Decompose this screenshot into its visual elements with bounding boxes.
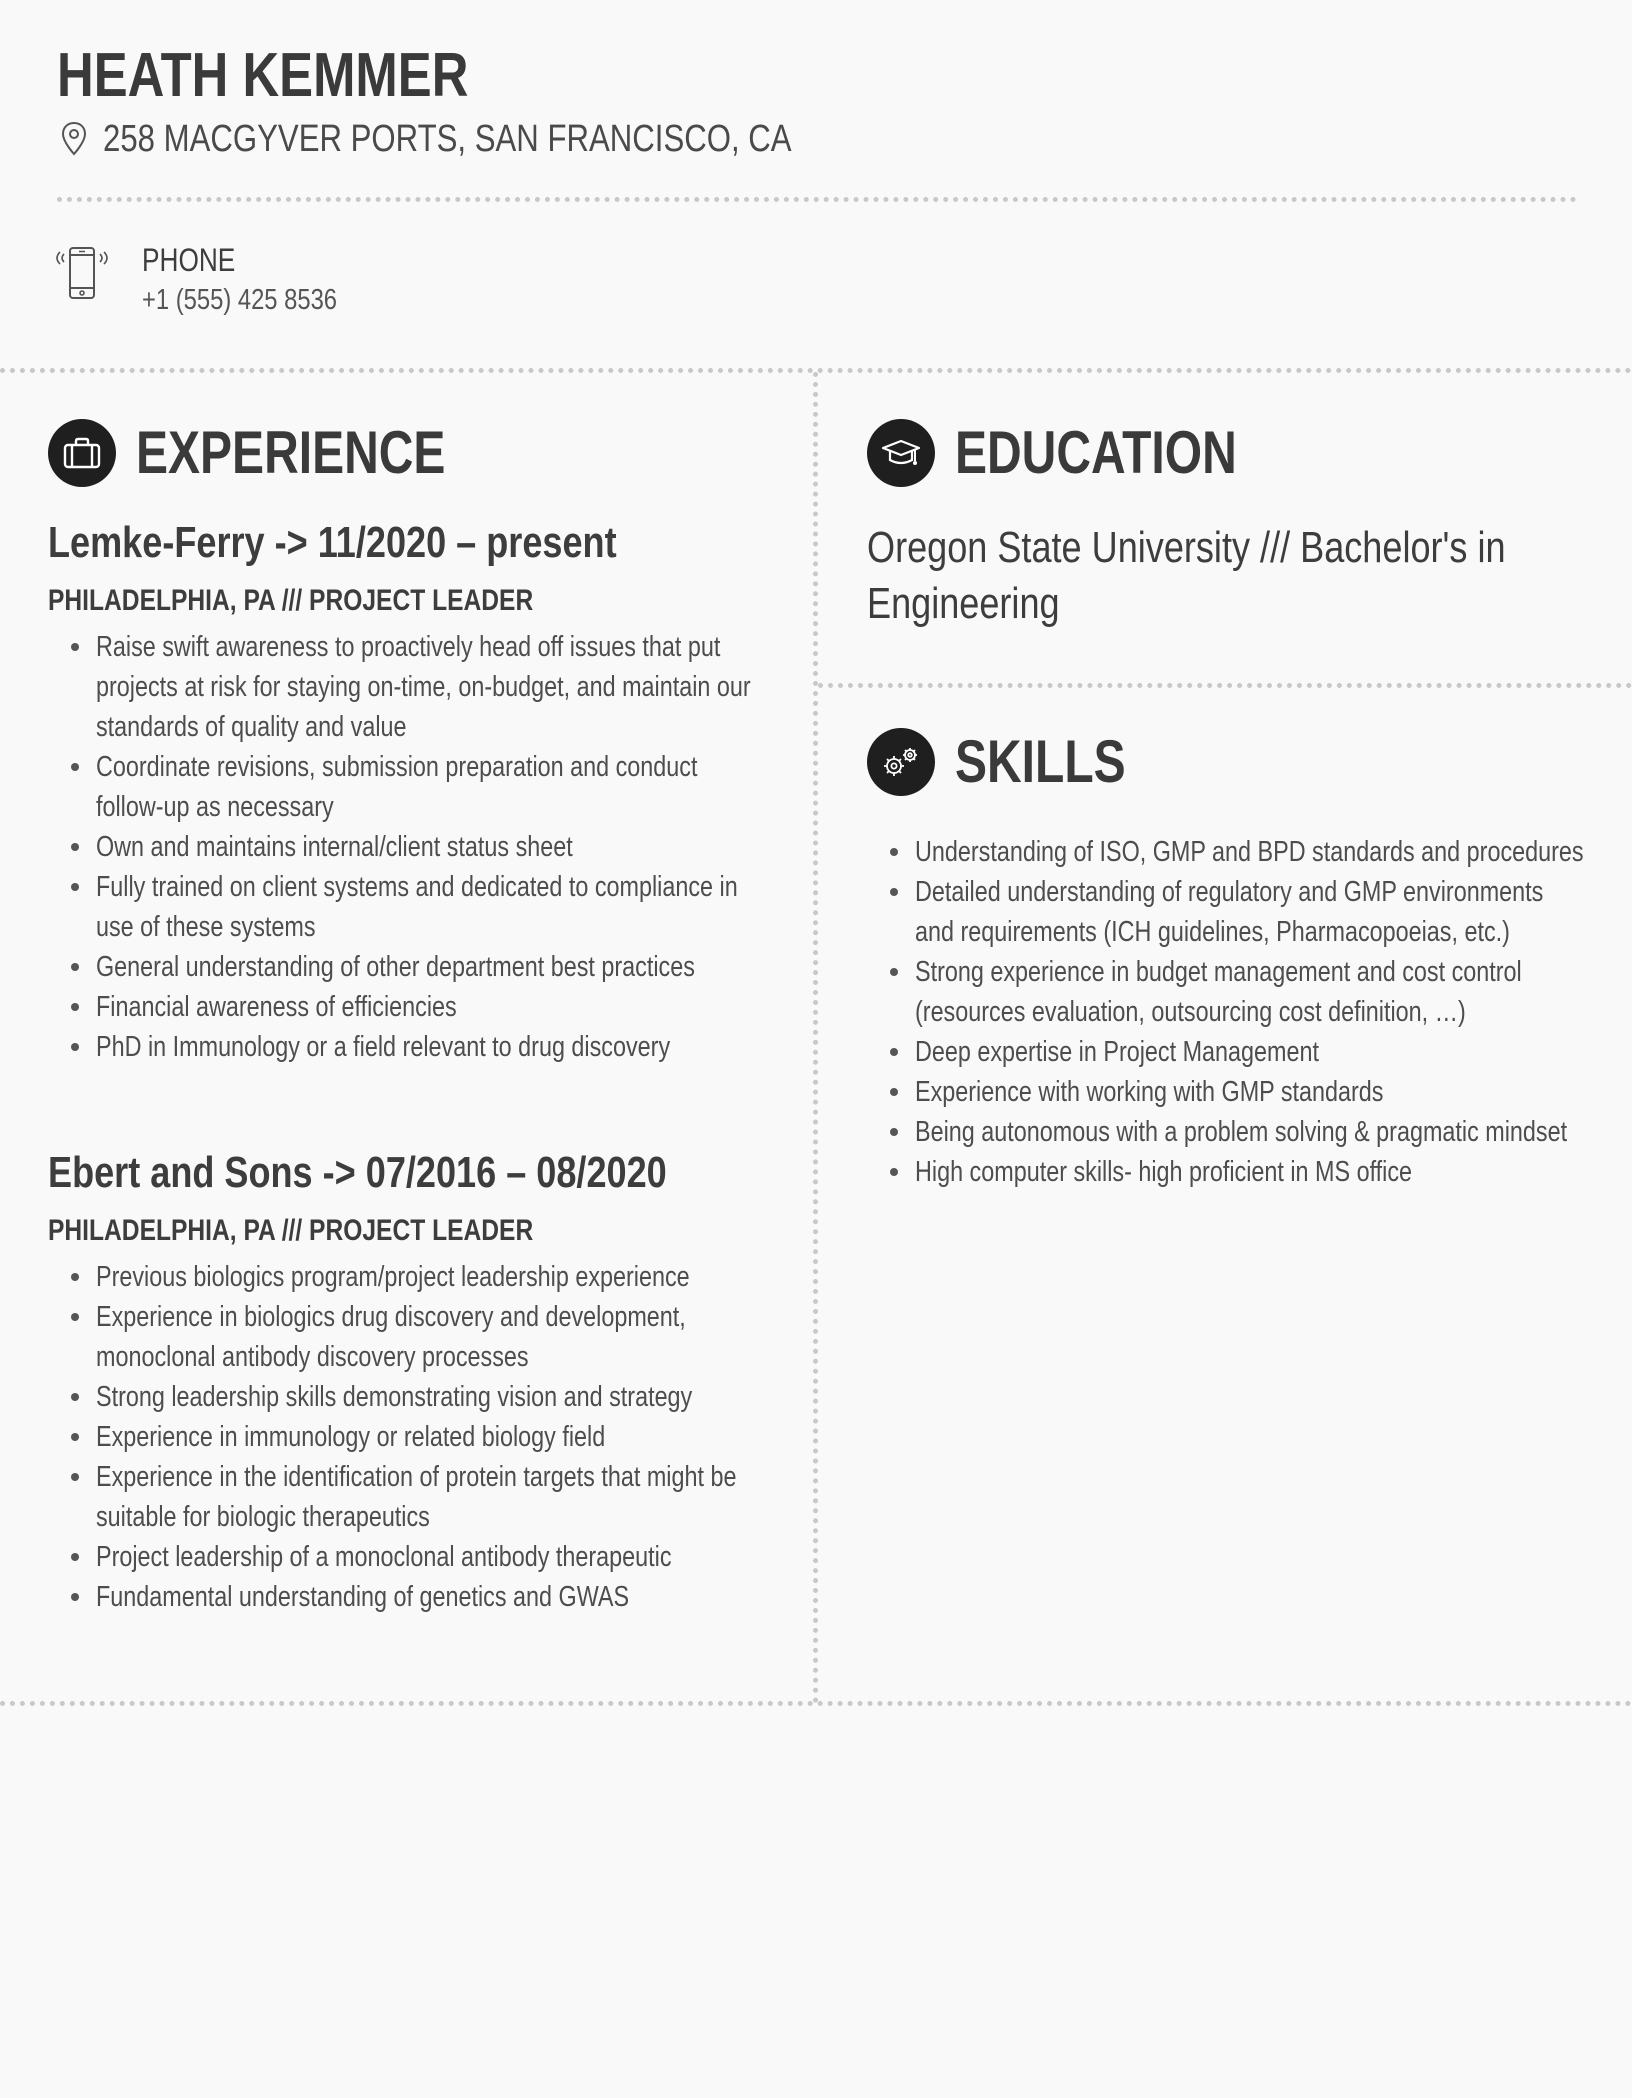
job-responsibilities xyxy=(48,1257,768,1617)
candidate-address: 258 MACGYVER PORTS, SAN FRANCISCO, CA xyxy=(103,117,792,160)
education-entry: Oregon State University /// Bachelor's in Engineering xyxy=(867,523,1506,628)
job-location-role: PHILADELPHIA, PA /// PROJECT LEADER xyxy=(48,584,534,617)
job-bullet: Coordinate revisions, submission preparation and conduct follow-up as necessary xyxy=(96,747,776,827)
job-heading: Lemke-Ferry -> 11/2020 – present xyxy=(48,518,617,567)
column-divider xyxy=(813,372,818,1704)
mobile-phone-icon xyxy=(54,244,110,304)
skill-item: Understanding of ISO, GMP and BPD standards and procedures xyxy=(915,832,1595,872)
main-bottom-divider xyxy=(0,1701,1632,1706)
location-pin-icon xyxy=(59,121,89,157)
education-content xyxy=(867,520,1587,632)
job-bullet: Project leadership of a monoclonal antibody therapeutic xyxy=(96,1537,776,1577)
job-responsibilities xyxy=(48,627,768,1067)
job-bullet: Experience in immunology or related biology field xyxy=(96,1417,776,1457)
gears-icon xyxy=(867,728,935,796)
job-bullet: Fundamental understanding of genetics and GWAS xyxy=(96,1577,776,1617)
contact-phone xyxy=(54,240,380,320)
education-title: EDUCATION xyxy=(955,419,1237,486)
contact-text xyxy=(142,240,380,320)
skill-item: Deep expertise in Project Management xyxy=(915,1032,1595,1072)
job-bullet: Experience in biologics drug discovery and development, monoclonal antibody discovery processes xyxy=(96,1297,776,1377)
resume-header xyxy=(57,38,1577,162)
job-bullet: Strong leadership skills demonstrating vision and strategy xyxy=(96,1377,776,1417)
job-entry xyxy=(48,1145,768,1617)
job-bullet: Own and maintains internal/client status sheet xyxy=(96,827,776,867)
skills-content xyxy=(867,832,1587,1192)
job-bullet: PhD in Immunology or a field relevant to drug discovery xyxy=(96,1027,776,1067)
job-entry xyxy=(48,515,768,1067)
skill-item: High computer skills- high proficient in MS office xyxy=(915,1152,1595,1192)
job-bullet: Financial awareness of efficiencies xyxy=(96,987,776,1027)
phone-number[interactable]: +1 (555) 425 8536 xyxy=(142,284,338,316)
candidate-name: HEATH KEMMER xyxy=(57,41,469,110)
graduation-cap-icon xyxy=(867,419,935,487)
skill-item: Detailed understanding of regulatory and GMP environments and requirements (ICH guidelines, Pharmacopoeias, etc.) xyxy=(915,872,1595,952)
skills-title: SKILLS xyxy=(955,728,1126,795)
address-row xyxy=(57,116,1577,162)
experience-heading xyxy=(48,418,523,487)
skill-item: Being autonomous with a problem solving & pragmatic mindset xyxy=(915,1112,1595,1152)
experience-list xyxy=(48,515,768,1617)
job-heading: Ebert and Sons -> 07/2016 – 08/2020 xyxy=(48,1148,667,1197)
skills-list xyxy=(867,832,1587,1192)
skills-heading xyxy=(867,727,1168,796)
education-heading xyxy=(867,418,1307,487)
header-divider xyxy=(57,197,1577,202)
job-bullet: Raise swift awareness to proactively head off issues that put projects at risk for staying on-time, on-budget, and maintain our standards of quality and value xyxy=(96,627,776,747)
job-bullet: Fully trained on client systems and dedicated to compliance in use of these systems xyxy=(96,867,776,947)
job-bullet: General understanding of other department best practices xyxy=(96,947,776,987)
briefcase-icon xyxy=(48,419,116,487)
job-bullet: Previous biologics program/project leadership experience xyxy=(96,1257,776,1297)
skill-item: Strong experience in budget management and cost control (resources evaluation, outsourcing cost definition, …) xyxy=(915,952,1595,1032)
job-bullet: Experience in the identification of protein targets that might be suitable for biologic therapeutics xyxy=(96,1457,776,1537)
education-skills-divider xyxy=(818,683,1632,688)
job-location-role: PHILADELPHIA, PA /// PROJECT LEADER xyxy=(48,1214,534,1247)
skill-item: Experience with working with GMP standards xyxy=(915,1072,1595,1112)
experience-title: EXPERIENCE xyxy=(136,419,446,486)
phone-label: PHONE xyxy=(142,242,236,278)
